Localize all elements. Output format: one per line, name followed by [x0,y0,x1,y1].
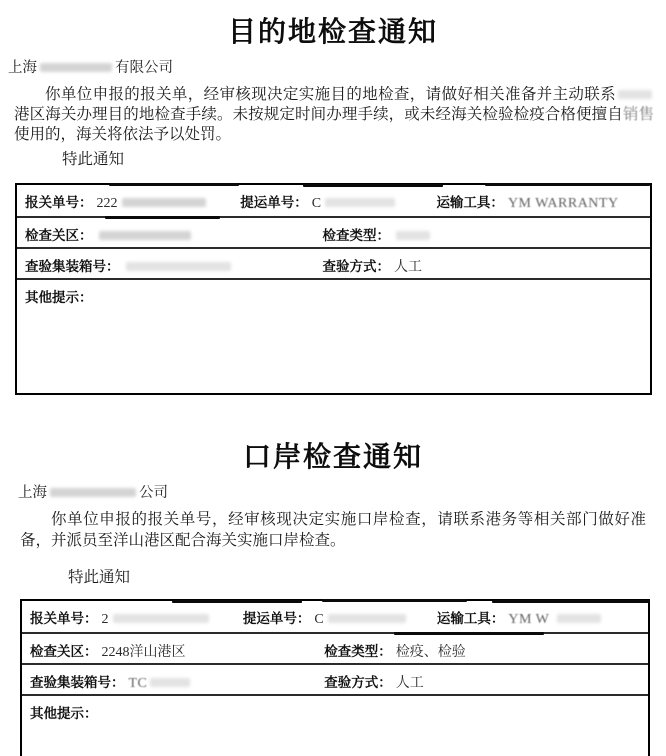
field-inspection-area [17,218,315,249]
field-value: 2 [101,611,109,627]
paragraph-text: 使用的，海关将依法予以处罚。 [14,126,232,144]
notice1-closing: 特此通知 [62,151,125,169]
field-declaration-no [17,185,232,216]
field-inspection-type [316,634,648,665]
field-label: 查验集装箱号： [25,259,120,275]
table-row [17,185,650,216]
field-container-no [22,665,316,696]
value-redaction [325,198,395,207]
redaction-mark [303,184,443,187]
notice1-title: 目的地检查通知 [227,16,438,47]
company-name-prefix: 上海 [18,485,47,502]
value-redaction [126,262,231,271]
notice2-closing: 特此通知 [68,568,131,586]
field-label: 检查关区： [25,228,93,244]
field-inspection-area [22,634,316,665]
redaction-mark [172,600,302,603]
field-label: 提运单号： [242,610,311,626]
field-label: 查验方式： [322,259,390,275]
field-bill-no [235,601,429,632]
value-redaction [122,198,206,207]
company-name-prefix: 上海 [8,60,37,76]
field-value: C [311,196,322,212]
redaction-mark [109,183,239,186]
table-row-other-tips [22,694,648,756]
redaction-mark [394,632,544,635]
notice1-company-line [8,56,666,77]
notice2-table [20,599,650,756]
field-other-tips [22,696,102,727]
field-label: 其他提示： [25,290,93,306]
company-name-suffix: 公司 [139,485,168,502]
paragraph-text: 你单位申报的报关单，经审核现决定实施目的地检查，请做好相关准备并主动联系 [45,86,616,103]
field-transport [429,601,648,632]
table-row [22,601,648,632]
field-bill-no [232,185,428,216]
value-redaction [113,614,209,623]
field-label: 运输工具： [436,195,504,211]
field-inspection-type [315,218,650,249]
notice2-title: 口岸检查通知 [242,441,423,473]
redaction-mark [492,600,650,603]
field-container-no [17,249,315,280]
field-label: 其他提示： [30,705,98,721]
paragraph-text: 港区海关办理目的地检查手续。未按规定时间办理手续，或未经海关检验检疫合格便擅自 [14,106,623,124]
paragraph-faded-text: 销售 [622,106,654,124]
field-inspection-method [316,665,648,696]
table-row [17,216,650,247]
redaction-mark [322,599,467,602]
notice1-body-paragraph [14,85,654,145]
field-label: 检查关区： [30,643,98,659]
field-value: YM W [508,611,550,627]
inline-redaction [618,90,652,99]
company-name-redaction [40,63,112,72]
port-inspection-notice [0,425,666,756]
company-name-suffix: 有限公司 [115,60,173,76]
field-label: 报关单号： [25,195,93,211]
field-label: 检查类型： [322,228,390,244]
field-label: 查验方式： [324,674,392,690]
field-label: 查验集装箱号： [30,674,125,690]
field-declaration-no [22,601,235,632]
field-value: 222 [96,196,118,212]
field-label: 运输工具： [436,610,505,626]
value-redaction [557,614,601,623]
field-value: 人工 [395,675,424,691]
value-redaction [396,231,430,240]
table-row [22,663,648,694]
field-value: YM WARRANTY [507,196,619,212]
notice1-table [15,183,652,395]
field-value: TC [128,675,148,691]
field-label: 提运单号： [240,195,308,211]
notice2-body-paragraph [20,510,646,550]
field-value: 人工 [394,260,422,276]
notice2-company-line [18,481,666,502]
value-redaction [150,678,190,687]
field-transport [428,185,650,216]
field-value: C [314,611,324,627]
field-value: 2248洋山港区 [101,644,186,660]
table-row [22,632,648,663]
table-row-other-tips [17,278,650,393]
paragraph-text: 你单位申报的报关单号，经审核现决定实施口岸检查，请联系港务等相关部门做好准备，并派员至洋山港区配合海关实施口岸检查。 [20,511,646,549]
value-redaction [99,231,191,240]
field-label: 报关单号： [30,610,98,626]
field-label: 检查类型： [324,643,392,659]
table-row [17,247,650,278]
field-inspection-method [315,249,650,280]
redaction-mark [105,216,220,219]
field-other-tips [17,280,97,311]
field-value: 检疫、检验 [395,644,466,660]
redaction-mark [485,183,650,186]
company-name-redaction [50,488,136,497]
value-redaction [328,614,406,623]
